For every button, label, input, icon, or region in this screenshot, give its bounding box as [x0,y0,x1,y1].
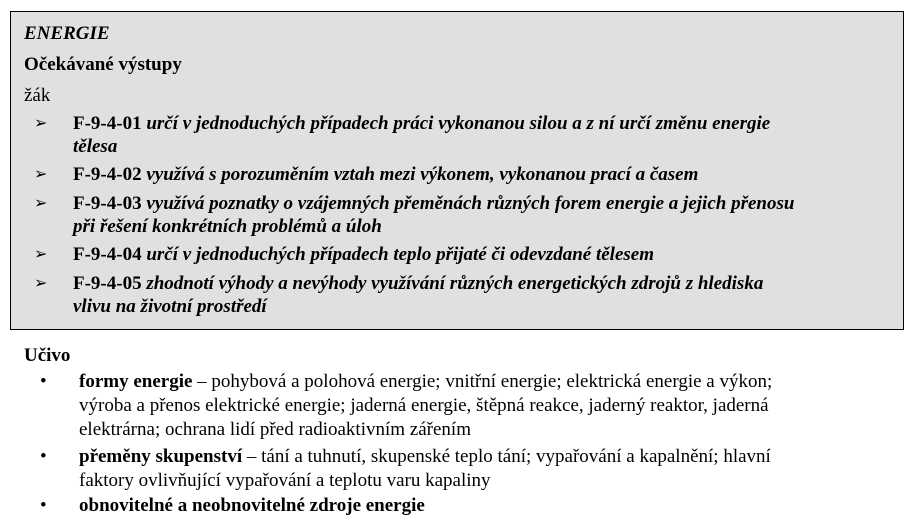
curriculum-text-cont: faktory ovlivňující vypařování a teplotu varu kapaliny [79,470,491,491]
arrow-bullet-icon: ➢ [34,246,48,263]
curriculum-item-1 [79,370,772,394]
bullet-icon: • [40,495,47,516]
output-item-4 [73,243,654,267]
arrow-bullet-icon: ➢ [34,275,48,292]
curriculum-item-3: obnovitelné a neobnovitelné zdroje energie [79,495,425,516]
output-text: zhodnotí výhody a nevýhody využívání různých energetických zdrojů z hlediska [146,273,764,294]
curriculum-text-cont: elektrárna; ochrana lidí před radioaktivním zářením [79,419,471,440]
bullet-icon: • [40,371,47,392]
curriculum-term: přeměny skupenství [79,446,243,467]
curriculum-text: – pohybová a polohová energie; vnitřní energie; elektrická energie a výkon; [192,371,773,392]
output-item-2 [73,163,698,187]
curriculum-text-cont: výroba a přenos elektrické energie; jaderná energie, štěpná reakce, jaderný reaktor, jaderná [79,395,769,416]
student-label: žák [24,85,51,106]
outputs-heading: Očekávané výstupy [24,54,182,75]
output-item-5 [73,272,763,296]
arrow-bullet-icon: ➢ [34,195,48,212]
arrow-bullet-icon: ➢ [34,115,48,132]
output-item-3 [73,192,794,216]
arrow-bullet-icon: ➢ [34,166,48,183]
output-code: F-9-4-04 [73,244,142,265]
output-text: využívá poznatky o vzájemných přeměnách různých forem energie a jejich přenosu [146,193,795,214]
output-item-1 [73,112,770,136]
curriculum-text: – tání a tuhnutí, skupenské teplo tání; vypařování a kapalnění; hlavní [242,446,771,467]
bullet-icon: • [40,446,47,467]
output-code: F-9-4-01 [73,113,142,134]
output-text: určí v jednoduchých případech teplo přijaté či odevzdané tělesem [146,244,654,265]
output-text-cont: tělesa [73,136,118,157]
curriculum-term: formy energie [79,371,193,392]
output-code: F-9-4-03 [73,193,142,214]
curriculum-item-2 [79,445,771,469]
curriculum-heading: Učivo [24,345,71,366]
section-title: ENERGIE [24,23,110,44]
output-code: F-9-4-05 [73,273,142,294]
output-code: F-9-4-02 [73,164,142,185]
output-text: určí v jednoduchých případech práci vykonanou silou a z ní určí změnu energie [146,113,771,134]
output-text-cont: vlivu na životní prostředí [73,296,267,317]
output-text-cont: při řešení konkrétních problémů a úloh [73,216,382,237]
output-text: využívá s porozuměním vztah mezi výkonem, vykonanou prací a časem [146,164,699,185]
